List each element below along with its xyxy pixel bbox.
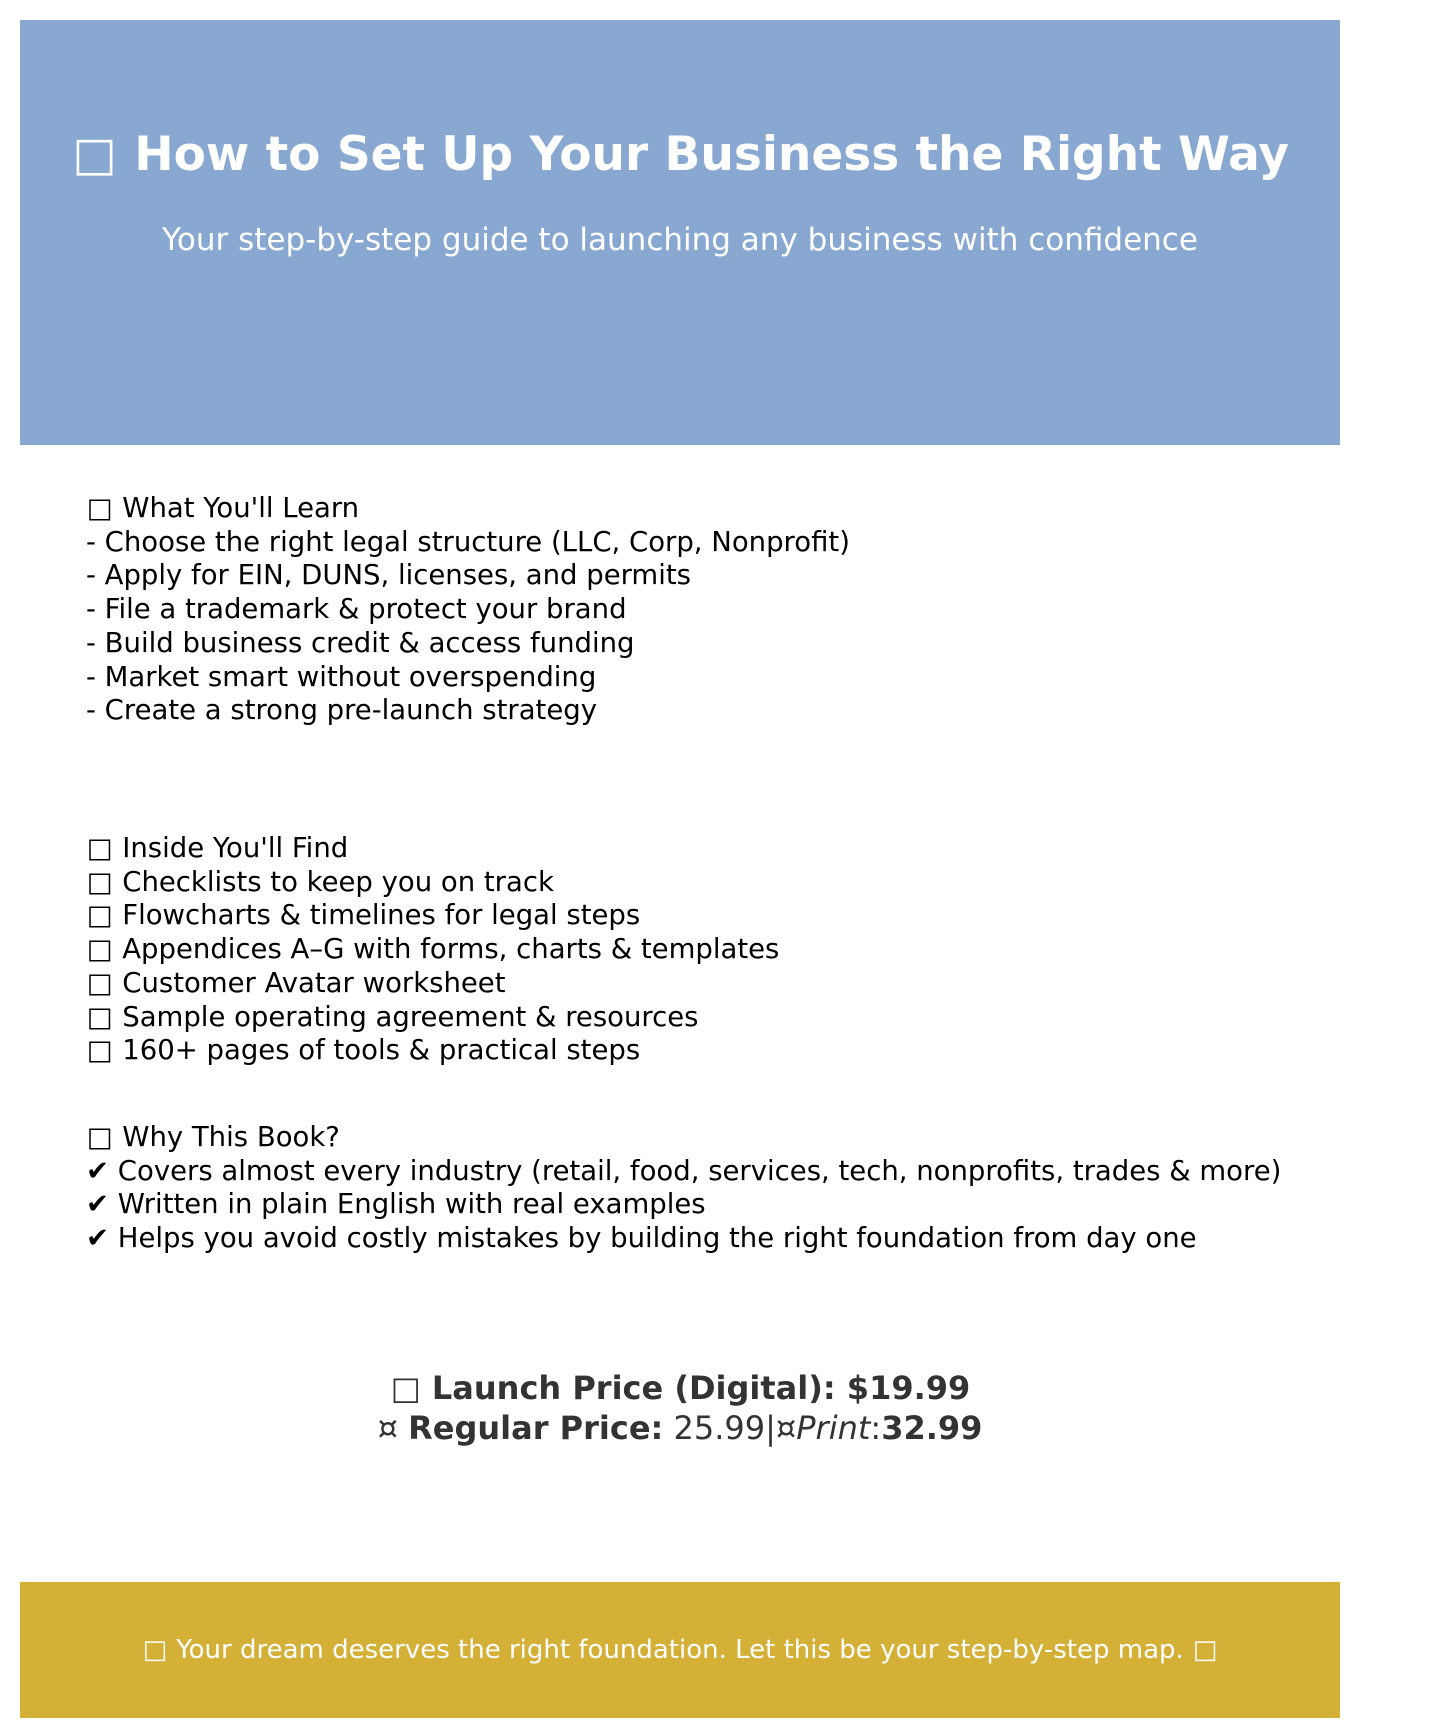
find-heading-text: Inside You'll Find bbox=[122, 832, 349, 864]
check-icon: ✔ bbox=[86, 1188, 110, 1221]
print-price-label: Print bbox=[796, 1409, 871, 1447]
sparkle-icon: □ bbox=[142, 1635, 168, 1665]
list-item-text: Written in plain English with real examples bbox=[117, 1188, 706, 1221]
rocket-icon: □ bbox=[72, 127, 117, 182]
page-title bbox=[20, 125, 1340, 185]
currency-icon: ¤ bbox=[377, 1409, 398, 1447]
list-item-text: Covers almost every industry (retail, food, services, tech, nonprofits, trades & more) bbox=[117, 1154, 1282, 1187]
package-icon: □ bbox=[86, 832, 113, 864]
person-icon: □ bbox=[86, 966, 113, 999]
learn-heading bbox=[86, 492, 1426, 526]
list-item: - Create a strong pre-launch strategy bbox=[86, 694, 597, 727]
footer-banner bbox=[20, 1582, 1340, 1718]
check-box-icon: □ bbox=[86, 865, 113, 898]
footer-text-content: Your dream deserves the right foundation. Let this be your step-by-step map. bbox=[176, 1635, 1184, 1665]
learn-heading-text: What You'll Learn bbox=[122, 492, 360, 524]
page-title-text: How to Set Up Your Business the Right Way bbox=[134, 127, 1290, 182]
list-item bbox=[86, 933, 1426, 967]
list-item-text: Flowcharts & timelines for legal steps bbox=[122, 899, 641, 932]
regular-price-label: Regular Price: bbox=[408, 1409, 664, 1447]
list-item-text: Customer Avatar worksheet bbox=[122, 966, 506, 999]
list-item bbox=[86, 866, 1426, 900]
list-item-text: Appendices A–G with forms, charts & templates bbox=[122, 933, 780, 966]
list-item bbox=[86, 1222, 1426, 1256]
launch-price bbox=[20, 1368, 1340, 1408]
list-item bbox=[86, 1001, 1426, 1035]
list-item bbox=[86, 1155, 1426, 1189]
list-item: - File a trademark & protect your brand bbox=[86, 593, 627, 626]
list-item: - Market smart without overspending bbox=[86, 660, 597, 693]
fire-icon: □ bbox=[390, 1369, 421, 1407]
clipboard-icon: □ bbox=[86, 1000, 113, 1033]
list-item-text: 160+ pages of tools & practical steps bbox=[122, 1034, 641, 1067]
list-item bbox=[86, 1034, 1426, 1068]
regular-price bbox=[20, 1408, 1340, 1448]
list-item bbox=[86, 967, 1426, 1001]
why-heading bbox=[86, 1121, 1426, 1155]
question-icon: □ bbox=[86, 1121, 113, 1153]
find-heading bbox=[86, 832, 1426, 866]
launch-price-text: Launch Price (Digital): $19.99 bbox=[431, 1369, 971, 1407]
chart-icon: □ bbox=[86, 899, 113, 932]
list-item: - Choose the right legal structure (LLC, Corp, Nonprofit) bbox=[86, 525, 850, 558]
find-section bbox=[86, 832, 1426, 1068]
page-subtitle: Your step-by-step guide to launching any business with confidence bbox=[162, 222, 1198, 258]
footer-text bbox=[20, 1582, 1340, 1718]
print-price-separator: : bbox=[870, 1409, 882, 1447]
document-icon: □ bbox=[86, 933, 113, 966]
list-item-text: Sample operating agreement & resources bbox=[122, 1000, 699, 1033]
check-icon: ✔ bbox=[86, 1154, 110, 1187]
list-item-text: Checklists to keep you on track bbox=[122, 865, 554, 898]
tools-icon: □ bbox=[86, 1034, 113, 1067]
why-heading-text: Why This Book? bbox=[122, 1121, 340, 1153]
print-price-value: 32.99 bbox=[881, 1409, 983, 1447]
list-item: - Build business credit & access funding bbox=[86, 626, 635, 659]
list-item-text: Helps you avoid costly mistakes by building the right foundation from day one bbox=[117, 1222, 1197, 1255]
regular-price-value: 25.99|¤ bbox=[673, 1409, 797, 1447]
pricing-block bbox=[20, 1368, 1340, 1448]
header-banner bbox=[20, 20, 1340, 445]
book-icon: □ bbox=[86, 492, 113, 524]
check-icon: ✔ bbox=[86, 1222, 110, 1255]
learn-section bbox=[86, 492, 1426, 728]
list-item bbox=[86, 899, 1426, 933]
list-item: - Apply for EIN, DUNS, licenses, and permits bbox=[86, 559, 691, 592]
why-section bbox=[86, 1121, 1426, 1256]
list-item bbox=[86, 1188, 1426, 1222]
map-icon: □ bbox=[1192, 1635, 1218, 1665]
